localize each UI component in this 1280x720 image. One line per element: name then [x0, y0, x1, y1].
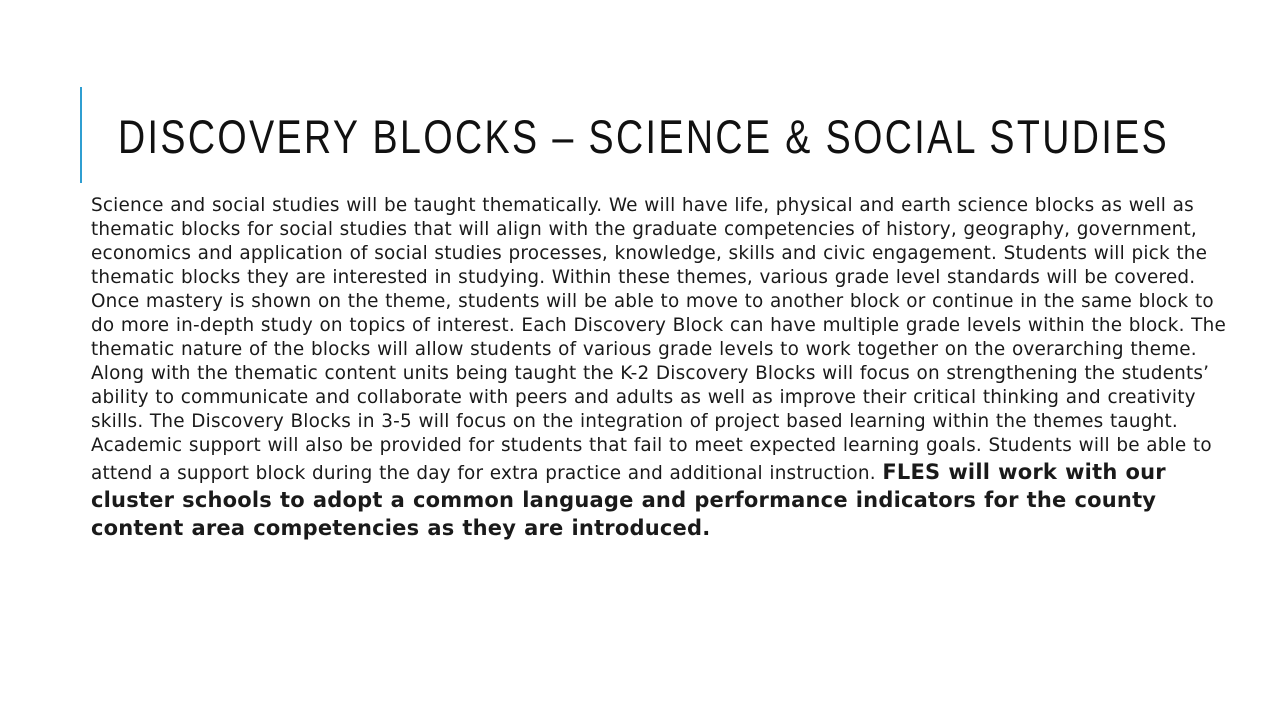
slide-title: DISCOVERY BLOCKS – SCIENCE & SOCIAL STUDIES — [118, 110, 1170, 163]
slide-body — [91, 194, 1231, 542]
body-emphasis: FLES will work with our cluster schools to adopt a common language and performance indicators for the county content area competencies as they are introduced. — [91, 460, 1166, 540]
body-paragraph: Science and social studies will be taught thematically. We will have life, physical and earth science blocks as well as thematic blocks for social studies that will align with the graduate competencies of history, geography, government, economics and application of social studies processes, knowledge, skills and civic engagement. Students will pick the thematic blocks they are interested in studying. Within these themes, various grade level standards will be covered. Once mastery is shown on the theme, students will be able to move to another block or continue in the same block to do more in-depth study on topics of interest. Each Discovery Block can have multiple grade levels within the block. The thematic nature of the blocks will allow students of various grade levels to work together on the overarching theme. Along with the thematic content units being taught the K-2 Discovery Blocks will focus on strengthening the students’ ability to communicate and collaborate with peers and adults as well as improve their critical thinking and creativity skills. The Discovery Blocks in 3-5 will focus on the integration of project based learning within the themes taught. Academic support will also be provided for students that fail to meet expected learning goals. Students will be able to attend a support block during the day for extra practice and additional instruction. — [91, 195, 1226, 484]
title-accent-bar — [80, 87, 82, 183]
